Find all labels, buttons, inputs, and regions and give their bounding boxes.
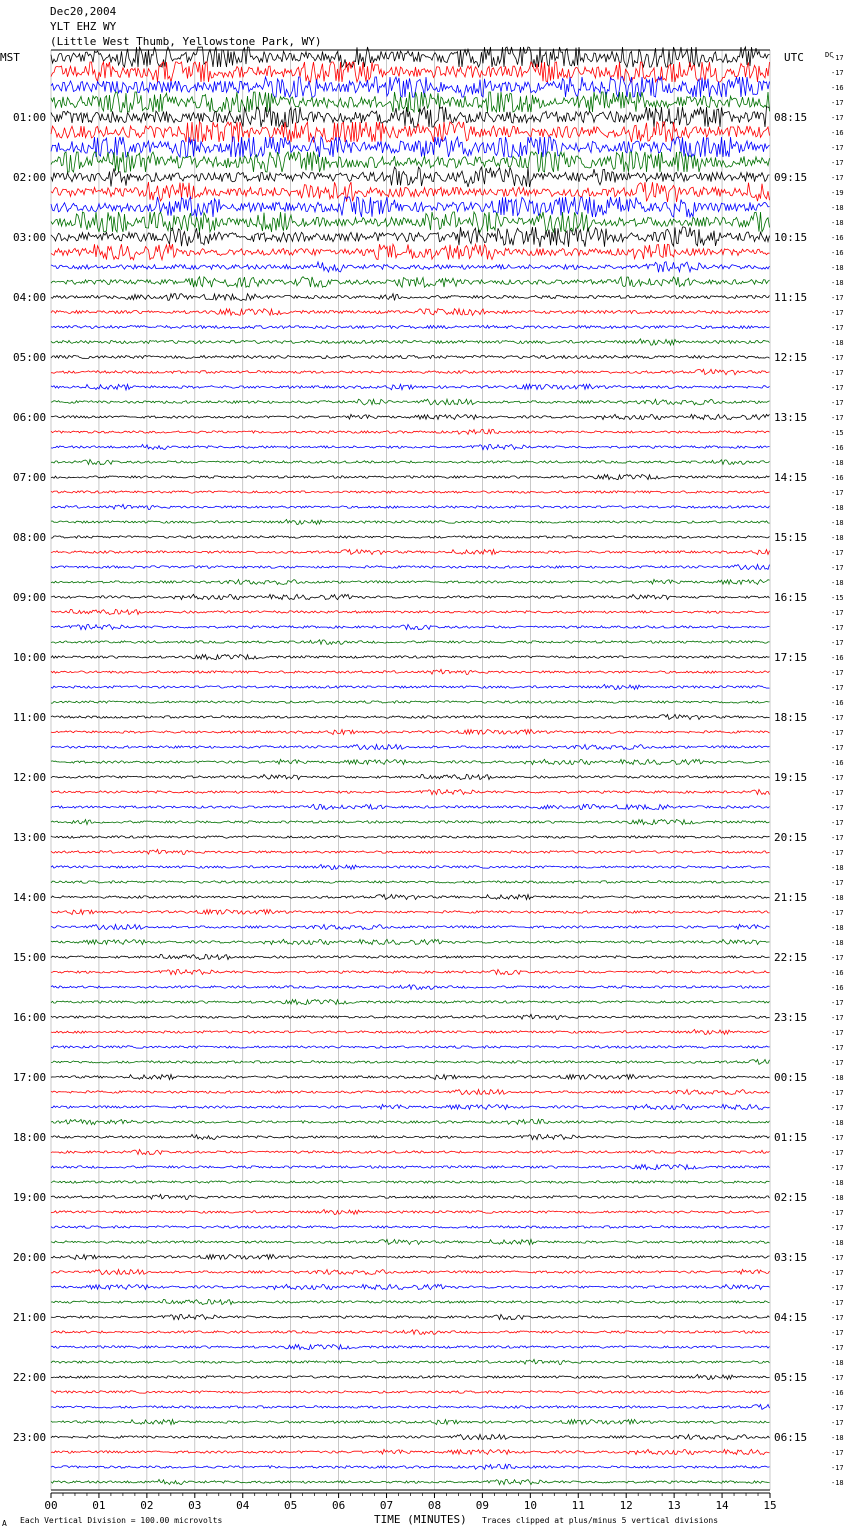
x-tick-label: 13	[667, 1499, 681, 1512]
x-tick-label: 06	[331, 1499, 346, 1512]
x-tick-label: 12	[619, 1499, 633, 1512]
dc-offset-label: -17	[831, 1344, 844, 1352]
trace-line	[51, 309, 770, 316]
mst-hour-label: 21:00	[13, 1311, 47, 1324]
mst-label-group	[13, 111, 46, 1444]
trace-line	[51, 536, 770, 538]
mst-hour-label: 08:00	[13, 531, 47, 544]
mst-hour-label: 10:00	[13, 651, 47, 664]
trace-line	[51, 865, 770, 870]
mst-hour-label: 01:00	[13, 111, 47, 124]
trace-line	[51, 1210, 770, 1215]
corner-mark: A	[2, 1519, 7, 1528]
trace-line	[51, 939, 770, 944]
x-tick-label: 15	[763, 1499, 777, 1512]
dc-offset-label: -18	[831, 864, 844, 872]
dc-offset-label: -17	[831, 354, 844, 362]
left-axis-title: MST	[0, 51, 20, 64]
dc-offset-label: -17	[831, 684, 844, 692]
x-tick-label: 01	[92, 1499, 106, 1512]
utc-hour-label: 04:15	[774, 1311, 808, 1324]
trace-line	[51, 1420, 770, 1425]
trace-line	[51, 460, 770, 465]
dc-offset-label: -16	[831, 1389, 844, 1397]
dc-offset-label: -16	[831, 699, 844, 707]
utc-hour-label: 19:15	[774, 771, 808, 784]
dc-offset-label: -17	[831, 1134, 844, 1142]
dc-label: DC	[825, 51, 834, 59]
dc-offset-label: -17	[831, 144, 844, 152]
dc-offset-label: -17	[831, 1014, 844, 1022]
dc-offset-label: -18	[831, 894, 844, 902]
trace-line	[51, 1150, 770, 1155]
dc-offset-label: -18	[831, 1179, 844, 1187]
dc-offset-label: -16	[831, 654, 844, 662]
dc-offset-label: -17	[831, 414, 844, 422]
dc-offset-label: -16	[831, 84, 844, 92]
utc-hour-label: 06:15	[774, 1431, 808, 1444]
utc-hour-label: 00:15	[774, 1071, 808, 1084]
x-tick-label: 14	[715, 1499, 729, 1512]
trace-line	[51, 122, 770, 142]
trace-line	[51, 369, 770, 375]
trace-line	[51, 429, 770, 434]
trace-line	[51, 774, 770, 779]
trace-line	[51, 564, 770, 569]
trace-line	[51, 475, 770, 480]
trace-line	[51, 1479, 770, 1484]
dc-offset-label: -17	[831, 1464, 844, 1472]
trace-line	[51, 504, 770, 509]
dc-offset-label: -17	[831, 999, 844, 1007]
dc-offset-label: -16	[831, 969, 844, 977]
trace-line	[51, 339, 770, 345]
trace-line	[51, 1181, 770, 1183]
dc-offset-label: -16	[831, 444, 844, 452]
dc-offset-label: -17	[831, 294, 844, 302]
mst-hour-label: 13:00	[13, 831, 47, 844]
trace-line	[51, 759, 770, 764]
trace-line	[51, 212, 770, 232]
mst-hour-label: 02:00	[13, 171, 47, 184]
trace-line	[51, 579, 770, 584]
utc-hour-label: 21:15	[774, 891, 808, 904]
clip-note: Traces clipped at plus/minus 5 vertical divisions	[482, 1516, 719, 1525]
trace-line	[51, 744, 770, 749]
dc-offset-label: -17	[831, 1164, 844, 1172]
dc-offset-group	[831, 54, 844, 1487]
trace-line	[51, 1046, 770, 1048]
dc-offset-label: -18	[831, 204, 844, 212]
trace-line	[51, 624, 770, 629]
trace-line	[51, 849, 770, 854]
dc-offset-label: -17	[831, 69, 844, 77]
mst-hour-label: 04:00	[13, 291, 47, 304]
trace-line	[51, 1255, 770, 1260]
x-tick-label: 08	[427, 1499, 442, 1512]
dc-offset-label: -17	[831, 1419, 844, 1427]
dc-offset-label: -17	[831, 399, 844, 407]
trace-line	[51, 1119, 770, 1124]
dc-offset-label: -17	[831, 174, 844, 182]
trace-line	[51, 954, 770, 959]
mst-hour-label: 15:00	[13, 951, 47, 964]
trace-line	[51, 881, 770, 883]
mst-hour-label: 20:00	[13, 1251, 47, 1264]
dc-offset-label: -18	[831, 1479, 844, 1487]
trace-line	[51, 1000, 770, 1005]
utc-hour-label: 22:15	[774, 951, 808, 964]
trace-line	[51, 520, 770, 525]
trace-line	[51, 609, 770, 614]
utc-hour-label: 23:15	[774, 1011, 808, 1024]
trace-line	[51, 1330, 770, 1335]
trace-line	[51, 685, 770, 690]
dc-offset-label: -17	[831, 564, 844, 572]
trace-line	[51, 1134, 770, 1139]
trace-line	[51, 294, 770, 301]
dc-offset-label: -18	[831, 219, 844, 227]
mst-hour-label: 06:00	[13, 411, 47, 424]
dc-offset-label: -18	[831, 279, 844, 287]
trace-line	[51, 227, 770, 247]
trace-line	[51, 1359, 770, 1364]
utc-hour-label: 20:15	[774, 831, 808, 844]
dc-offset-label: -16	[831, 759, 844, 767]
utc-hour-label: 18:15	[774, 711, 808, 724]
dc-offset-label: -17	[831, 324, 844, 332]
dc-offset-label: -16	[831, 249, 844, 257]
dc-offset-label: -17	[831, 954, 844, 962]
dc-offset-label: -17	[831, 159, 844, 167]
utc-hour-label: 05:15	[774, 1371, 808, 1384]
trace-line	[51, 985, 770, 990]
dc-offset-label: -17	[831, 834, 844, 842]
scale-note: Each Vertical Division = 100.00 microvolts	[20, 1516, 223, 1525]
trace-line	[51, 414, 770, 419]
x-tick-label: 11	[571, 1499, 585, 1512]
trace-line	[51, 804, 770, 809]
dc-offset-label: -17	[831, 1299, 844, 1307]
right-axis-title: UTC	[784, 51, 804, 64]
trace-line	[51, 910, 770, 915]
trace-group	[51, 47, 770, 1485]
utc-hour-label: 01:15	[774, 1131, 808, 1144]
trace-line	[51, 1405, 770, 1410]
trace-line	[51, 1284, 770, 1289]
utc-hour-label: 08:15	[774, 111, 808, 124]
trace-line	[51, 820, 770, 825]
dc-offset-label: -18	[831, 339, 844, 347]
dc-offset-label: -17	[831, 624, 844, 632]
trace-line	[51, 277, 770, 288]
x-tick-label: 04	[236, 1499, 250, 1512]
dc-offset-label: -17	[831, 1104, 844, 1112]
trace-line	[51, 1299, 770, 1304]
dc-offset-label: -16	[831, 129, 844, 137]
dc-offset-label: -17	[831, 1224, 844, 1232]
dc-offset-label: -16	[831, 474, 844, 482]
dc-offset-label: -17	[831, 1269, 844, 1277]
dc-offset-label: -17	[831, 1254, 844, 1262]
trace-line	[51, 1104, 770, 1109]
trace-line	[51, 1345, 770, 1350]
trace-line	[51, 1014, 770, 1019]
header-location: (Little West Thumb, Yellowstone Park, WY)	[50, 35, 322, 48]
trace-line	[51, 167, 770, 187]
dc-offset-label: -17	[831, 54, 844, 62]
trace-line	[51, 594, 770, 599]
mst-hour-label: 05:00	[13, 351, 47, 364]
mst-hour-label: 12:00	[13, 771, 47, 784]
dc-offset-label: -17	[831, 609, 844, 617]
x-tick-label: 10	[523, 1499, 537, 1512]
trace-line	[51, 262, 770, 273]
dc-offset-label: -17	[831, 804, 844, 812]
dc-offset-label: -17	[831, 114, 844, 122]
dc-offset-label: -17	[831, 639, 844, 647]
trace-line	[51, 355, 770, 358]
dc-offset-label: -17	[831, 1059, 844, 1067]
mst-hour-label: 07:00	[13, 471, 47, 484]
header-station: YLT EHZ WY	[50, 20, 117, 33]
trace-line	[51, 895, 770, 900]
utc-hour-label: 02:15	[774, 1191, 808, 1204]
dc-offset-label: -18	[831, 939, 844, 947]
trace-line	[51, 1269, 770, 1274]
header-date: Dec20,2004	[50, 5, 117, 18]
dc-offset-label: -17	[831, 1029, 844, 1037]
trace-line	[51, 1194, 770, 1199]
dc-offset-label: -17	[831, 909, 844, 917]
dc-offset-label: -17	[831, 1089, 844, 1097]
trace-line	[51, 1060, 770, 1065]
trace-line	[51, 1226, 770, 1228]
trace-line	[51, 1075, 770, 1080]
trace-line	[51, 836, 770, 838]
dc-offset-label: -17	[831, 99, 844, 107]
trace-line	[51, 640, 770, 645]
dc-offset-label: -18	[831, 534, 844, 542]
dc-offset-label: -17	[831, 1404, 844, 1412]
trace-line	[51, 152, 770, 172]
trace-line	[51, 325, 770, 328]
trace-line	[51, 701, 770, 703]
utc-hour-label: 16:15	[774, 591, 808, 604]
trace-line	[51, 789, 770, 794]
dc-offset-label: -17	[831, 714, 844, 722]
utc-hour-label: 03:15	[774, 1251, 808, 1264]
utc-hour-label: 15:15	[774, 531, 808, 544]
dc-offset-label: -17	[831, 369, 844, 377]
dc-offset-label: -18	[831, 504, 844, 512]
trace-line	[51, 1464, 770, 1469]
trace-line	[51, 969, 770, 974]
dc-offset-label: -16	[831, 984, 844, 992]
dc-offset-label: -16	[831, 234, 844, 242]
trace-line	[51, 1089, 770, 1094]
dc-offset-label: -17	[831, 1149, 844, 1157]
dc-offset-label: -17	[831, 744, 844, 752]
trace-line	[51, 1434, 770, 1439]
dc-offset-label: -18	[831, 1074, 844, 1082]
dc-offset-label: -17	[831, 1284, 844, 1292]
dc-offset-label: -17	[831, 309, 844, 317]
mst-hour-label: 23:00	[13, 1431, 47, 1444]
trace-line	[51, 491, 770, 493]
trace-line	[51, 715, 770, 720]
trace-line	[51, 1165, 770, 1170]
dc-offset-label: -17	[831, 1329, 844, 1337]
trace-line	[51, 182, 770, 202]
trace-line	[51, 550, 770, 555]
trace-line	[51, 1449, 770, 1454]
dc-offset-label: -19	[831, 189, 844, 197]
mst-hour-label: 11:00	[13, 711, 47, 724]
dc-offset-label: -17	[831, 879, 844, 887]
mst-hour-label: 22:00	[13, 1371, 47, 1384]
x-tick-label: 09	[475, 1499, 490, 1512]
dc-offset-label: -18	[831, 924, 844, 932]
dc-offset-label: -17	[831, 384, 844, 392]
trace-line	[51, 77, 770, 97]
trace-line	[51, 730, 770, 735]
mst-hour-label: 18:00	[13, 1131, 47, 1144]
mst-hour-label: 16:00	[13, 1011, 47, 1024]
trace-line	[51, 669, 770, 674]
x-tick-label: 00	[44, 1499, 58, 1512]
trace-line	[51, 244, 770, 260]
trace-line	[51, 1240, 770, 1245]
trace-line	[51, 1375, 770, 1380]
utc-hour-label: 10:15	[774, 231, 808, 244]
mst-hour-label: 17:00	[13, 1071, 47, 1084]
dc-offset-label: -17	[831, 1449, 844, 1457]
dc-offset-label: -17	[831, 1314, 844, 1322]
x-tick-label: 05	[284, 1499, 298, 1512]
utc-hour-label: 09:15	[774, 171, 808, 184]
dc-offset-label: -18	[831, 519, 844, 527]
utc-hour-label: 11:15	[774, 291, 808, 304]
dc-offset-label: -18	[831, 579, 844, 587]
mst-hour-label: 14:00	[13, 891, 47, 904]
trace-line	[51, 924, 770, 929]
trace-line	[51, 1030, 770, 1035]
dc-offset-label: -18	[831, 1359, 844, 1367]
x-tick-label: 03	[188, 1499, 202, 1512]
utc-hour-label: 14:15	[774, 471, 808, 484]
x-axis-label: TIME (MINUTES)	[374, 1513, 467, 1526]
x-tick-label: 02	[140, 1499, 154, 1512]
dc-offset-label: -17	[831, 1374, 844, 1382]
dc-offset-label: -17	[831, 1209, 844, 1217]
x-tick-label: 07	[379, 1499, 394, 1512]
dc-offset-label: -15	[831, 594, 844, 602]
utc-label-group	[774, 111, 807, 1444]
trace-line	[51, 1314, 770, 1319]
dc-offset-label: -15	[831, 429, 844, 437]
utc-hour-label: 13:15	[774, 411, 808, 424]
dc-offset-label: -17	[831, 1044, 844, 1052]
dc-offset-label: -17	[831, 489, 844, 497]
dc-offset-label: -17	[831, 669, 844, 677]
utc-hour-label: 12:15	[774, 351, 808, 364]
dc-offset-label: -18	[831, 1119, 844, 1127]
mst-hour-label: 19:00	[13, 1191, 47, 1204]
trace-line	[51, 655, 770, 660]
trace-line	[51, 444, 770, 449]
dc-offset-label: -18	[831, 1434, 844, 1442]
trace-line	[51, 399, 770, 405]
dc-offset-label: -18	[831, 459, 844, 467]
dc-offset-label: -17	[831, 729, 844, 737]
dc-offset-label: -17	[831, 789, 844, 797]
x-axis	[44, 1493, 776, 1512]
dc-offset-label: -18	[831, 1239, 844, 1247]
trace-line	[51, 1391, 770, 1393]
dc-offset-label: -17	[831, 819, 844, 827]
dc-offset-label: -17	[831, 849, 844, 857]
dc-offset-label: -18	[831, 1194, 844, 1202]
trace-line	[51, 384, 770, 390]
mst-hour-label: 09:00	[13, 591, 47, 604]
mst-hour-label: 03:00	[13, 231, 47, 244]
dc-offset-label: -17	[831, 549, 844, 557]
dc-offset-label: -18	[831, 264, 844, 272]
utc-hour-label: 17:15	[774, 651, 808, 664]
dc-offset-label: -17	[831, 774, 844, 782]
